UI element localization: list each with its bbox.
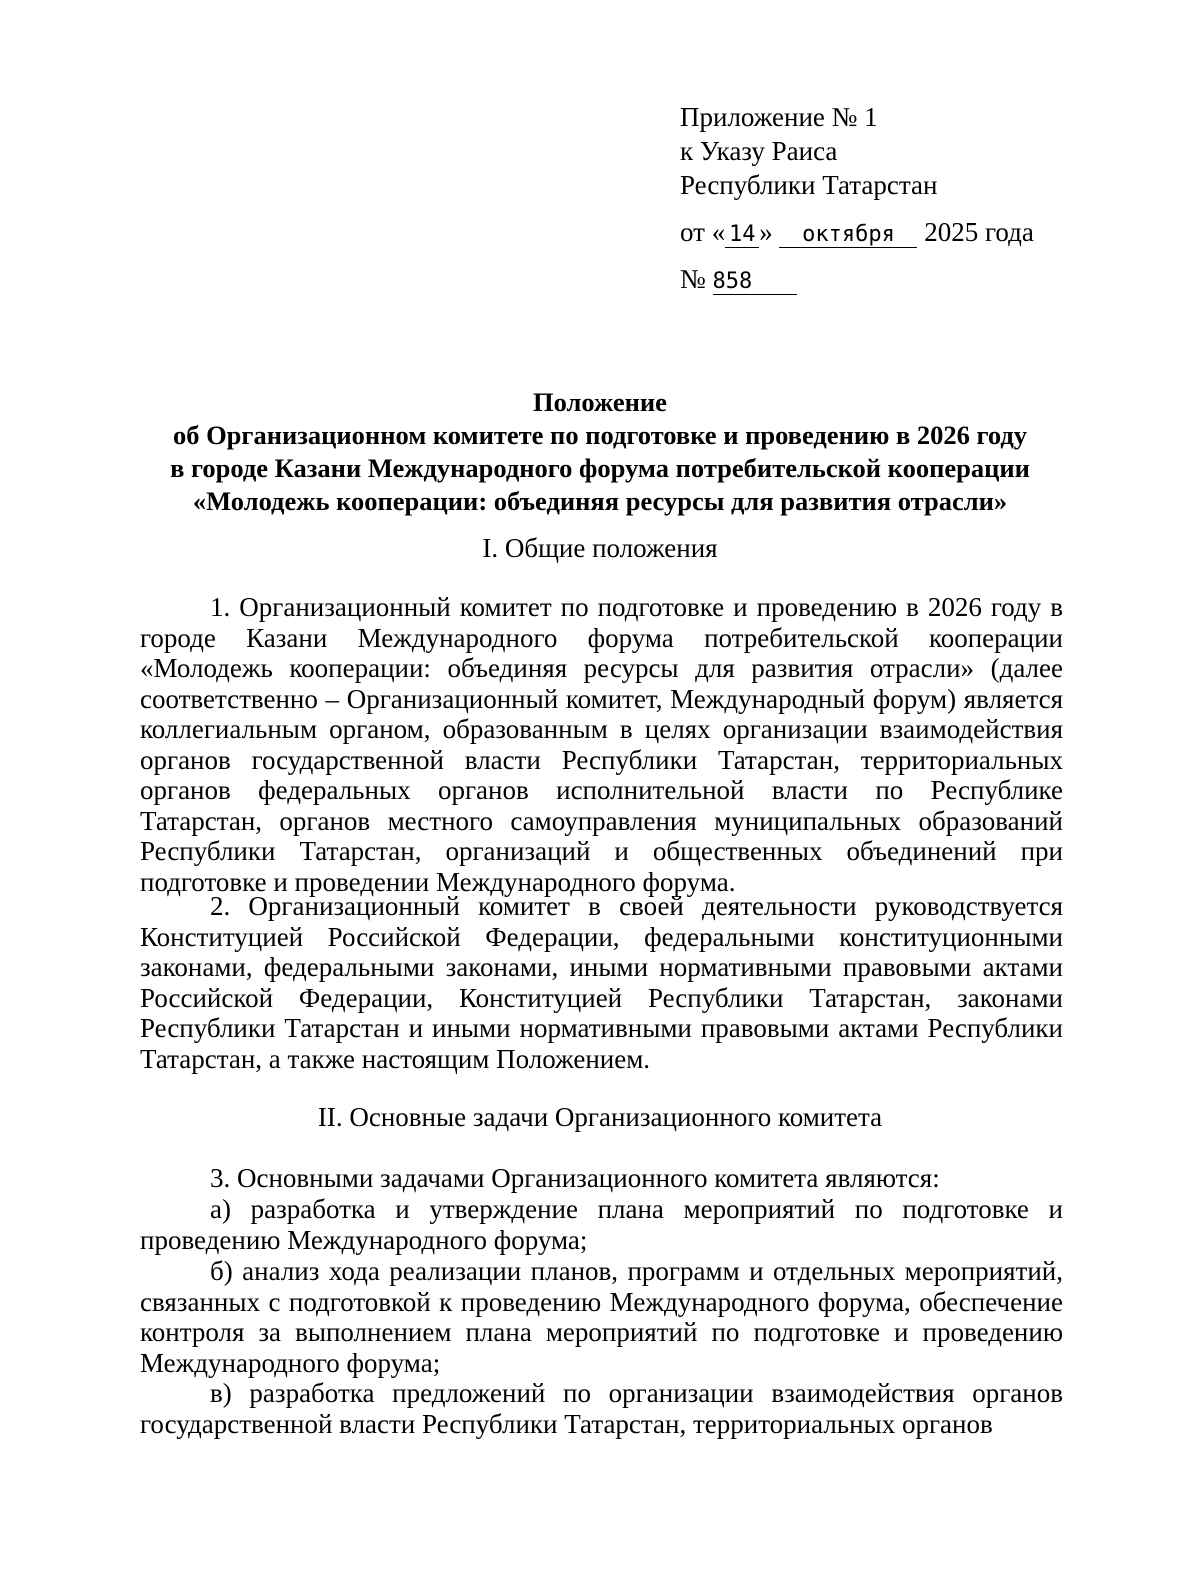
date-mid: »: [759, 217, 773, 247]
date-day-field: 14: [725, 223, 759, 248]
paragraph-3: 3. Основными задачами Организационного комитета являются:: [210, 1163, 940, 1193]
appendix-line-3: Республики Татарстан: [680, 170, 938, 200]
paragraph-3a: а) разработка и утверждение плана мероприятий по подготовке и проведению Международного форума;: [140, 1194, 1063, 1255]
date-prefix: от «: [680, 217, 726, 247]
title-line-3: в городе Казани Международного форума потребительской кооперации: [170, 453, 1030, 483]
title-line-2: об Организационном комитете по подготовке и проведению в 2026 году: [172, 420, 1028, 450]
document-title: [140, 386, 1060, 518]
paragraph-2: 2. Организационный комитет в своей деятельности руководствуется Конституцией Российской Федерации, федеральными конституционными законами, федеральными законами, иными нормативными правовыми актами Российской Федерации, Конституцией Республики Татарстан, законами Республики Татарстан и иными нормативными правовыми актами Республики Татарстан, а также настоящим Положением.: [140, 891, 1063, 1074]
appendix-date: [680, 215, 1034, 249]
appendix-line-1: Приложение № 1: [680, 102, 878, 132]
section-1-heading: I. Общие положения: [482, 533, 718, 563]
date-year: 2025 года: [924, 217, 1034, 247]
appendix-number: [680, 262, 1034, 296]
appendix-block: [680, 100, 1034, 296]
section-2-heading: II. Основные задачи Организационного комитета: [317, 1102, 883, 1132]
paragraph-1: 1. Организационный комитет по подготовке и проведению в 2026 году в городе Казани Международного форума потребительской кооперации «Молодежь кооперации: объединяя ресурсы для развития отрасли» (далее соответственно – Организационный комитет, Международный форум) является коллегиальным органом, образованным в целях организации взаимодействия органов государственной власти Республики Татарстан, территориальных органов федеральных органов исполнительной власти по Республике Татарстан, органов местного самоуправления муниципальных образований Республики Татарстан, организаций и общественных объединений при подготовке и проведении Международного форума.: [140, 592, 1063, 897]
number-field: 858: [713, 270, 797, 295]
title-line-4: «Молодежь кооперации: объединяя ресурсы для развития отрасли»: [192, 486, 1008, 516]
number-prefix: №: [680, 264, 706, 294]
paragraph-3b: б) анализ хода реализации планов, программ и отдельных мероприятий, связанных с подготовкой к проведению Международного форума, обеспечение контроля за выполнением плана мероприятий по подготовке и проведению Международного форума;: [140, 1256, 1063, 1378]
appendix-line-2: к Указу Раиса: [680, 136, 838, 166]
date-month-field: октября: [779, 223, 917, 248]
paragraph-3v: в) разработка предложений по организации взаимодействия органов государственной власти Республики Татарстан, территориальных органов: [140, 1378, 1063, 1439]
title-line-1: Положение: [533, 387, 667, 417]
